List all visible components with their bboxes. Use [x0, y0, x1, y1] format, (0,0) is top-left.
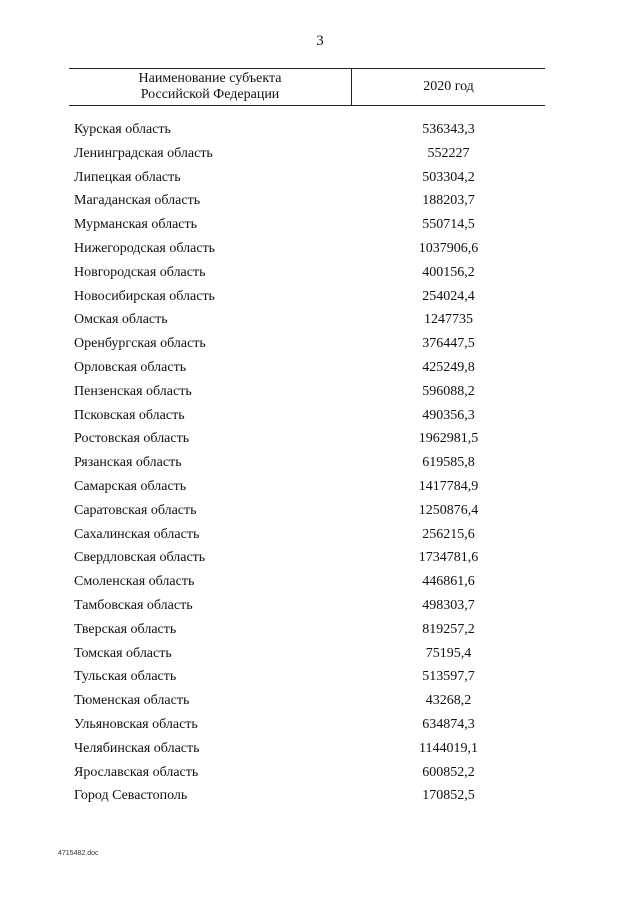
table-row — [0, 596, 640, 620]
region-value: 256215,6 — [422, 526, 475, 542]
region-name: Мурманская область — [74, 217, 198, 233]
table-row — [0, 429, 640, 453]
region-value: 596088,2 — [422, 383, 475, 399]
table-row — [0, 120, 640, 144]
region-name: Томская область — [74, 645, 172, 661]
region-value: 819257,2 — [422, 621, 475, 637]
region-value: 376447,5 — [422, 336, 475, 352]
header-region-line1: Наименование субъекта — [138, 71, 282, 86]
region-value: 634874,3 — [422, 716, 475, 732]
region-name: Тульская область — [74, 669, 177, 685]
region-name: Омская область — [74, 312, 168, 328]
region-value: 513597,7 — [422, 669, 475, 685]
region-value: 1144019,1 — [419, 740, 478, 756]
table-row — [0, 453, 640, 477]
table-row — [0, 572, 640, 596]
region-value: 254024,4 — [422, 288, 475, 304]
region-name: Липецкая область — [74, 169, 181, 185]
table-row — [0, 763, 640, 787]
region-value: 1417784,9 — [418, 478, 479, 494]
table-row — [0, 501, 640, 525]
document-id: 4715482.doc — [58, 850, 99, 857]
region-name: Новгородская область — [74, 264, 206, 280]
table-row — [0, 739, 640, 763]
region-name: Ульяновская область — [74, 716, 198, 732]
table-body — [0, 120, 640, 810]
region-value: 498303,7 — [422, 597, 475, 613]
region-value: 170852,5 — [422, 788, 475, 804]
table-row — [0, 477, 640, 501]
table-row — [0, 644, 640, 668]
region-value: 490356,3 — [422, 407, 475, 423]
region-value: 43268,2 — [425, 693, 472, 709]
region-name: Самарская область — [74, 478, 187, 494]
table-row — [0, 691, 640, 715]
region-value: 536343,3 — [422, 122, 475, 137]
table-row — [0, 406, 640, 430]
region-name: Свердловская область — [74, 550, 206, 566]
page-number: 3 — [316, 33, 324, 49]
region-name: Рязанская область — [74, 455, 182, 471]
region-name: Сахалинская область — [74, 526, 200, 542]
region-name: Челябинская область — [74, 740, 200, 756]
region-name: Орловская область — [74, 359, 187, 375]
region-name: Город Севастополь — [74, 788, 188, 804]
region-value: 619585,8 — [422, 455, 475, 471]
region-name: Магаданская область — [74, 193, 201, 209]
region-name: Саратовская область — [74, 502, 197, 518]
header-region-line2: Российской Федерации — [140, 87, 280, 102]
region-name: Нижегородская область — [74, 240, 216, 256]
header-year-column: 2020 год — [423, 79, 474, 94]
table-row — [0, 358, 640, 382]
region-name: Тверская область — [74, 621, 177, 637]
region-value: 1250876,4 — [418, 502, 479, 518]
region-name: Оренбургская область — [74, 336, 206, 352]
table-row — [0, 620, 640, 644]
region-name: Новосибирская область — [74, 288, 215, 304]
region-value: 425249,8 — [422, 359, 475, 375]
region-name: Смоленская область — [74, 574, 195, 590]
region-name: Пензенская область — [74, 383, 192, 399]
table-row — [0, 263, 640, 287]
region-value: 188203,7 — [422, 193, 475, 209]
region-value: 1037906,6 — [418, 240, 479, 256]
region-value: 1962981,5 — [418, 431, 479, 447]
region-name: Тамбовская область — [74, 597, 193, 613]
table-header — [69, 68, 545, 106]
table-row — [0, 168, 640, 192]
region-name: Тюменская область — [74, 693, 190, 709]
table-row — [0, 525, 640, 549]
region-value: 400156,2 — [422, 264, 475, 280]
table-row — [0, 215, 640, 239]
region-value: 600852,2 — [422, 764, 475, 780]
region-name: Ленинградская область — [74, 145, 213, 161]
table-row — [0, 310, 640, 334]
table-row — [0, 548, 640, 572]
header-region-column — [69, 71, 351, 103]
region-value: 446861,6 — [422, 574, 475, 590]
region-value: 75195,4 — [425, 645, 472, 661]
table-row — [0, 382, 640, 406]
table-row — [0, 287, 640, 311]
region-value: 503304,2 — [422, 169, 475, 185]
region-name: Курская область — [74, 122, 171, 137]
region-name: Ростовская область — [74, 431, 190, 447]
region-name: Псковская область — [74, 407, 185, 423]
region-value: 1247735 — [424, 312, 473, 328]
table-row — [0, 334, 640, 358]
table-row — [0, 715, 640, 739]
region-value: 550714,5 — [422, 217, 475, 233]
region-name: Ярославская область — [74, 764, 199, 780]
table-row — [0, 667, 640, 691]
table-row — [0, 786, 640, 810]
table-row — [0, 191, 640, 215]
table-row — [0, 144, 640, 168]
region-value: 552227 — [427, 145, 470, 161]
region-value: 1734781,6 — [418, 550, 479, 566]
table-row — [0, 239, 640, 263]
